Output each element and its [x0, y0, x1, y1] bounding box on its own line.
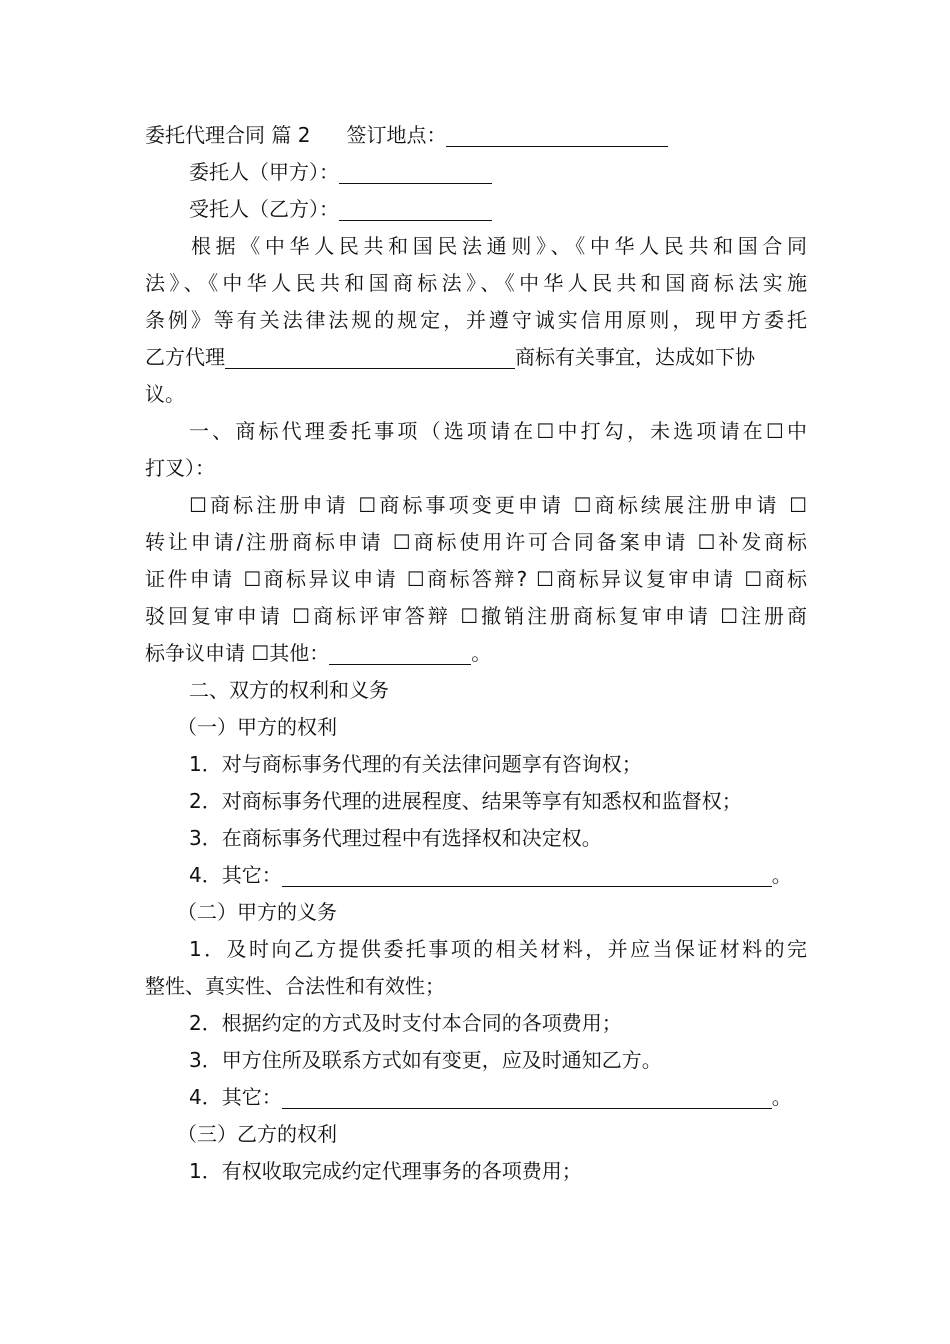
sub1-item-3: 3．在商标事务代理过程中有选择权和决定权。: [189, 826, 602, 850]
sub3-item-1: 1．有权收取完成约定代理事务的各项费用；: [189, 1159, 582, 1183]
preamble-line-5: 议。: [145, 382, 185, 406]
sub2-item-4: [145, 1079, 807, 1116]
other-option-blank: [329, 640, 471, 665]
sub2-heading: （二）甲方的义务: [177, 900, 337, 924]
sub2-item-2: 2．根据约定的方式及时支付本合同的各项费用；: [189, 1011, 622, 1035]
preamble-agreement-text: 商标有关事宜，达成如下协: [515, 345, 755, 369]
section2-heading: 二、双方的权利和义务: [189, 678, 389, 702]
document-title: 委托代理合同 篇 2: [145, 123, 311, 147]
other-option-label: 标争议申请 ☐其他：: [145, 641, 330, 665]
sub1-heading: （一）甲方的权利: [177, 715, 337, 739]
sub3-heading: （三）乙方的权利: [177, 1122, 337, 1146]
sub1-item-2: 2．对商标事务代理的进展程度、结果等享有知悉权和监督权；: [189, 789, 742, 813]
trademark-matter-blank: [225, 344, 515, 369]
principal-line: [145, 154, 807, 191]
sub2-item-1: 1．及时向乙方提供委托事项的相关材料，并应当保证材料的完: [189, 937, 807, 961]
other-blank: [282, 1084, 772, 1109]
principal-blank: [339, 159, 492, 184]
sub1-item-1: 1．对与商标事务代理的有关法律问题享有咨询权；: [189, 752, 642, 776]
preamble-line-4: [145, 339, 807, 376]
signing-place-blank: [446, 122, 668, 147]
other-blank: [282, 862, 772, 887]
principal-label: 委托人（甲方）：: [189, 160, 339, 184]
signing-place-label: 签订地点：: [346, 123, 447, 147]
other-label: 4．其它：: [189, 863, 282, 887]
contract-page: [145, 117, 807, 1190]
preamble-agent-text: 乙方代理: [145, 345, 225, 369]
header-line: [145, 117, 807, 154]
agent-line: [145, 191, 807, 228]
section1-heading-cont: 打叉）：: [145, 456, 215, 480]
preamble-line-2: 法》、《中华人民共和国商标法》、《中华人民共和国商标法实施: [145, 271, 807, 295]
preamble-line-3: 条例》等有关法律法规的规定，并遵守诚实信用原则，现甲方委托: [145, 308, 807, 332]
period: 。: [471, 641, 492, 665]
sub2-item-1-cont: 整性、真实性、合法性和有效性；: [145, 974, 445, 998]
section1-heading: 一、商标代理委托事项（选项请在☐中打勾，未选项请在☐中: [189, 419, 807, 443]
sub1-item-4: [145, 857, 807, 894]
option-list-line-3: 证件申请 ☐商标异议申请 ☐商标答辩? ☐商标异议复审申请 ☐商标: [145, 567, 807, 591]
option-list-line-5: [145, 635, 807, 672]
option-list-line-4: 驳回复审申请 ☐商标评审答辩 ☐撤销注册商标复审申请 ☐注册商: [145, 604, 807, 628]
option-list-line-1: ☐商标注册申请 ☐商标事项变更申请 ☐商标续展注册申请 ☐: [189, 493, 807, 517]
period: 。: [771, 1085, 792, 1109]
other-label: 4．其它：: [189, 1085, 282, 1109]
agent-label: 受托人（乙方）：: [189, 197, 339, 221]
preamble-line-1: 根据《中华人民共和国民法通则》、《中华人民共和国合同: [191, 234, 807, 258]
option-list-line-2: 转让申请/注册商标申请 ☐商标使用许可合同备案申请 ☐补发商标: [145, 530, 807, 554]
period: 。: [771, 863, 792, 887]
agent-blank: [339, 196, 492, 221]
sub2-item-3: 3．甲方住所及联系方式如有变更，应及时通知乙方。: [189, 1048, 662, 1072]
